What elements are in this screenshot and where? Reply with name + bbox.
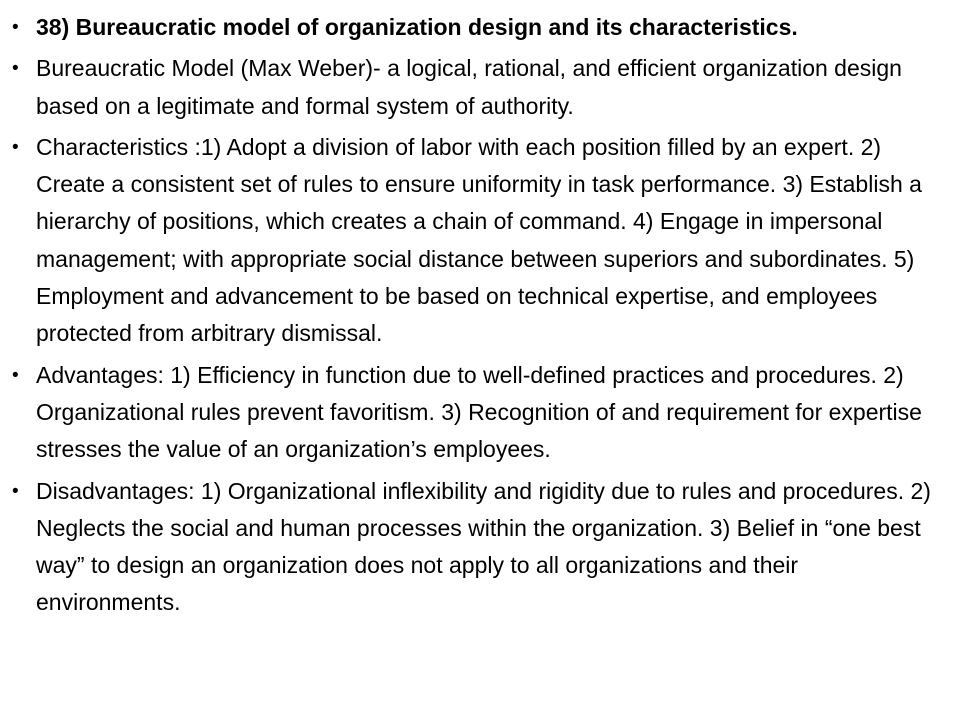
bullet-icon: •	[12, 364, 19, 386]
bullet-icon: •	[12, 17, 19, 38]
bullet-list	[12, 9, 944, 622]
disadvantages-text: Disadvantages: 1) Organizational inflexibility and rigidity due to rules and procedures. 2) Neglects the social and human processes within the organization. 3) Belief in “one best way” to design an organization does not apply to all organizations and their environments.	[36, 477, 931, 616]
bullet-advantages	[12, 357, 944, 469]
advantages-text: Advantages: 1) Efficiency in function due to well-defined practices and procedures. 2) Organizational rules prevent favoritism. 3) Recognition of and requirement for expertise stresses the value of an organization’s employees.	[36, 361, 922, 463]
bullet-icon: •	[12, 480, 19, 502]
bullet-icon: •	[12, 136, 19, 158]
bullet-title	[12, 9, 944, 46]
slide-title: 38) Bureaucratic model of organization design and its characteristics.	[36, 14, 798, 40]
bullet-disadvantages	[12, 473, 944, 622]
definition-text: Bureaucratic Model (Max Weber)- a logical, rational, and efficient organization design based on a legitimate and formal system of authority.	[36, 55, 902, 119]
bullet-characteristics	[12, 129, 944, 353]
bullet-icon: •	[12, 58, 19, 80]
characteristics-text: Characteristics :1) Adopt a division of labor with each position filled by an expert. 2) Create a consistent set of rules to ensure uniformity in task performance. 3) Establish a hierarchy of positions, which creates a chain of command. 4) Engage in impersonal management; with appropriate social distance between superiors and subordinates. 5) Employment and advancement to be based on technical expertise, and employees protected from arbitrary dismissal.	[36, 133, 922, 347]
bullet-definition	[12, 50, 944, 125]
